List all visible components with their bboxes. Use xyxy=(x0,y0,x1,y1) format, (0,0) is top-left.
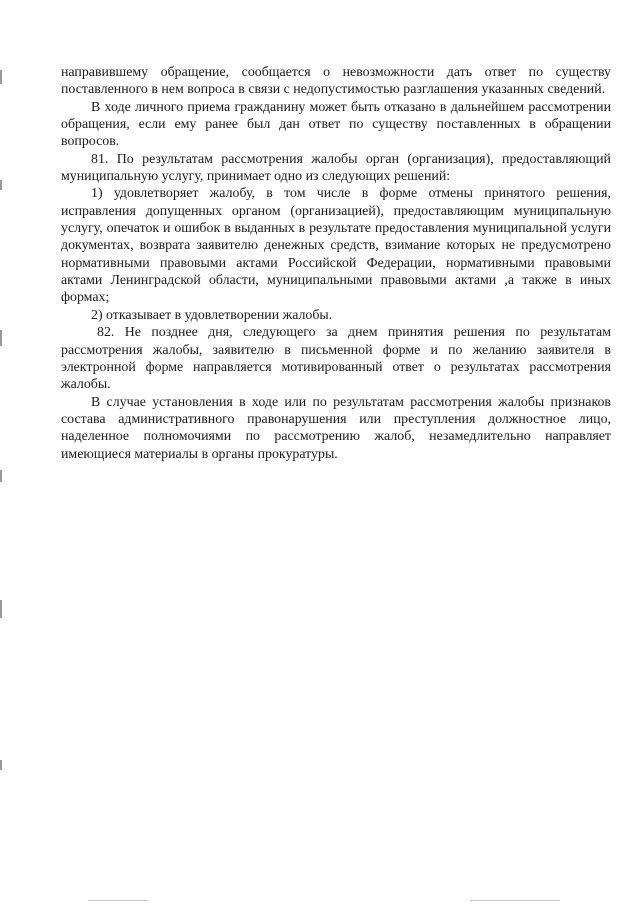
scan-edge-mark xyxy=(0,470,2,482)
scan-bottom-mark xyxy=(88,900,148,901)
paragraph-continuation: направившему обращение, сообщается о невозможности дать ответ по существу поставленного в нем вопроса в связи с недопустимостью разглашения указанных сведений. xyxy=(61,65,611,98)
scan-edge-mark xyxy=(0,330,2,346)
scan-bottom-mark xyxy=(470,900,560,901)
paragraph-81: 81. По результатам рассмотрения жалобы орган (организация), предоставляющий муниципальную услугу, принимает одно из следующих решений: xyxy=(61,151,611,185)
paragraph-81-item-1: 1) удовлетворяет жалобу, в том числе в форме отмены принятого решения, исправления допущенных органом (организацией), предоставляющим муниципальную услугу, опечаток и ошибок в выданных в результате предоставления муниципальной услуги документах, возврата заявителю денежных средств, взимание которых не предусмотрено нормативными правовыми актами Российской Федерации, нормативными правовыми актами Ленинградской области, муниципальными правовыми актами ,а также в иных формах; xyxy=(61,186,611,306)
scan-edge-mark xyxy=(0,180,2,190)
paragraph-82: 82. Не позднее дня, следующего за днем принятия решения по результатам рассмотрения жалобы, заявителю в письменной форме и по желанию заявителя в электронной форме направляется мотивированный ответ о результатах рассмотрения жалобы. xyxy=(61,325,611,393)
scan-edge-mark xyxy=(0,760,2,770)
document-body xyxy=(61,64,611,463)
paragraph-personal-reception: В ходе личного приема гражданину может быть отказано в дальнейшем рассмотрении обращения, если ему ранее был дан ответ по существу поставленных в обращении вопросов. xyxy=(61,99,611,150)
paragraph-81-item-2: 2) отказывает в удовлетворении жалобы. xyxy=(91,307,333,323)
scan-edge-mark xyxy=(0,600,2,618)
paragraph-prosecution: В случае установления в ходе или по результатам рассмотрения жалобы признаков состава административного правонарушения или преступления должностное лицо, наделенное полномочиями по рассмотрению жалоб, незамедлительно направляет имеющиеся материалы в органы прокуратуры. xyxy=(61,394,611,462)
scan-edge-mark xyxy=(0,70,2,84)
